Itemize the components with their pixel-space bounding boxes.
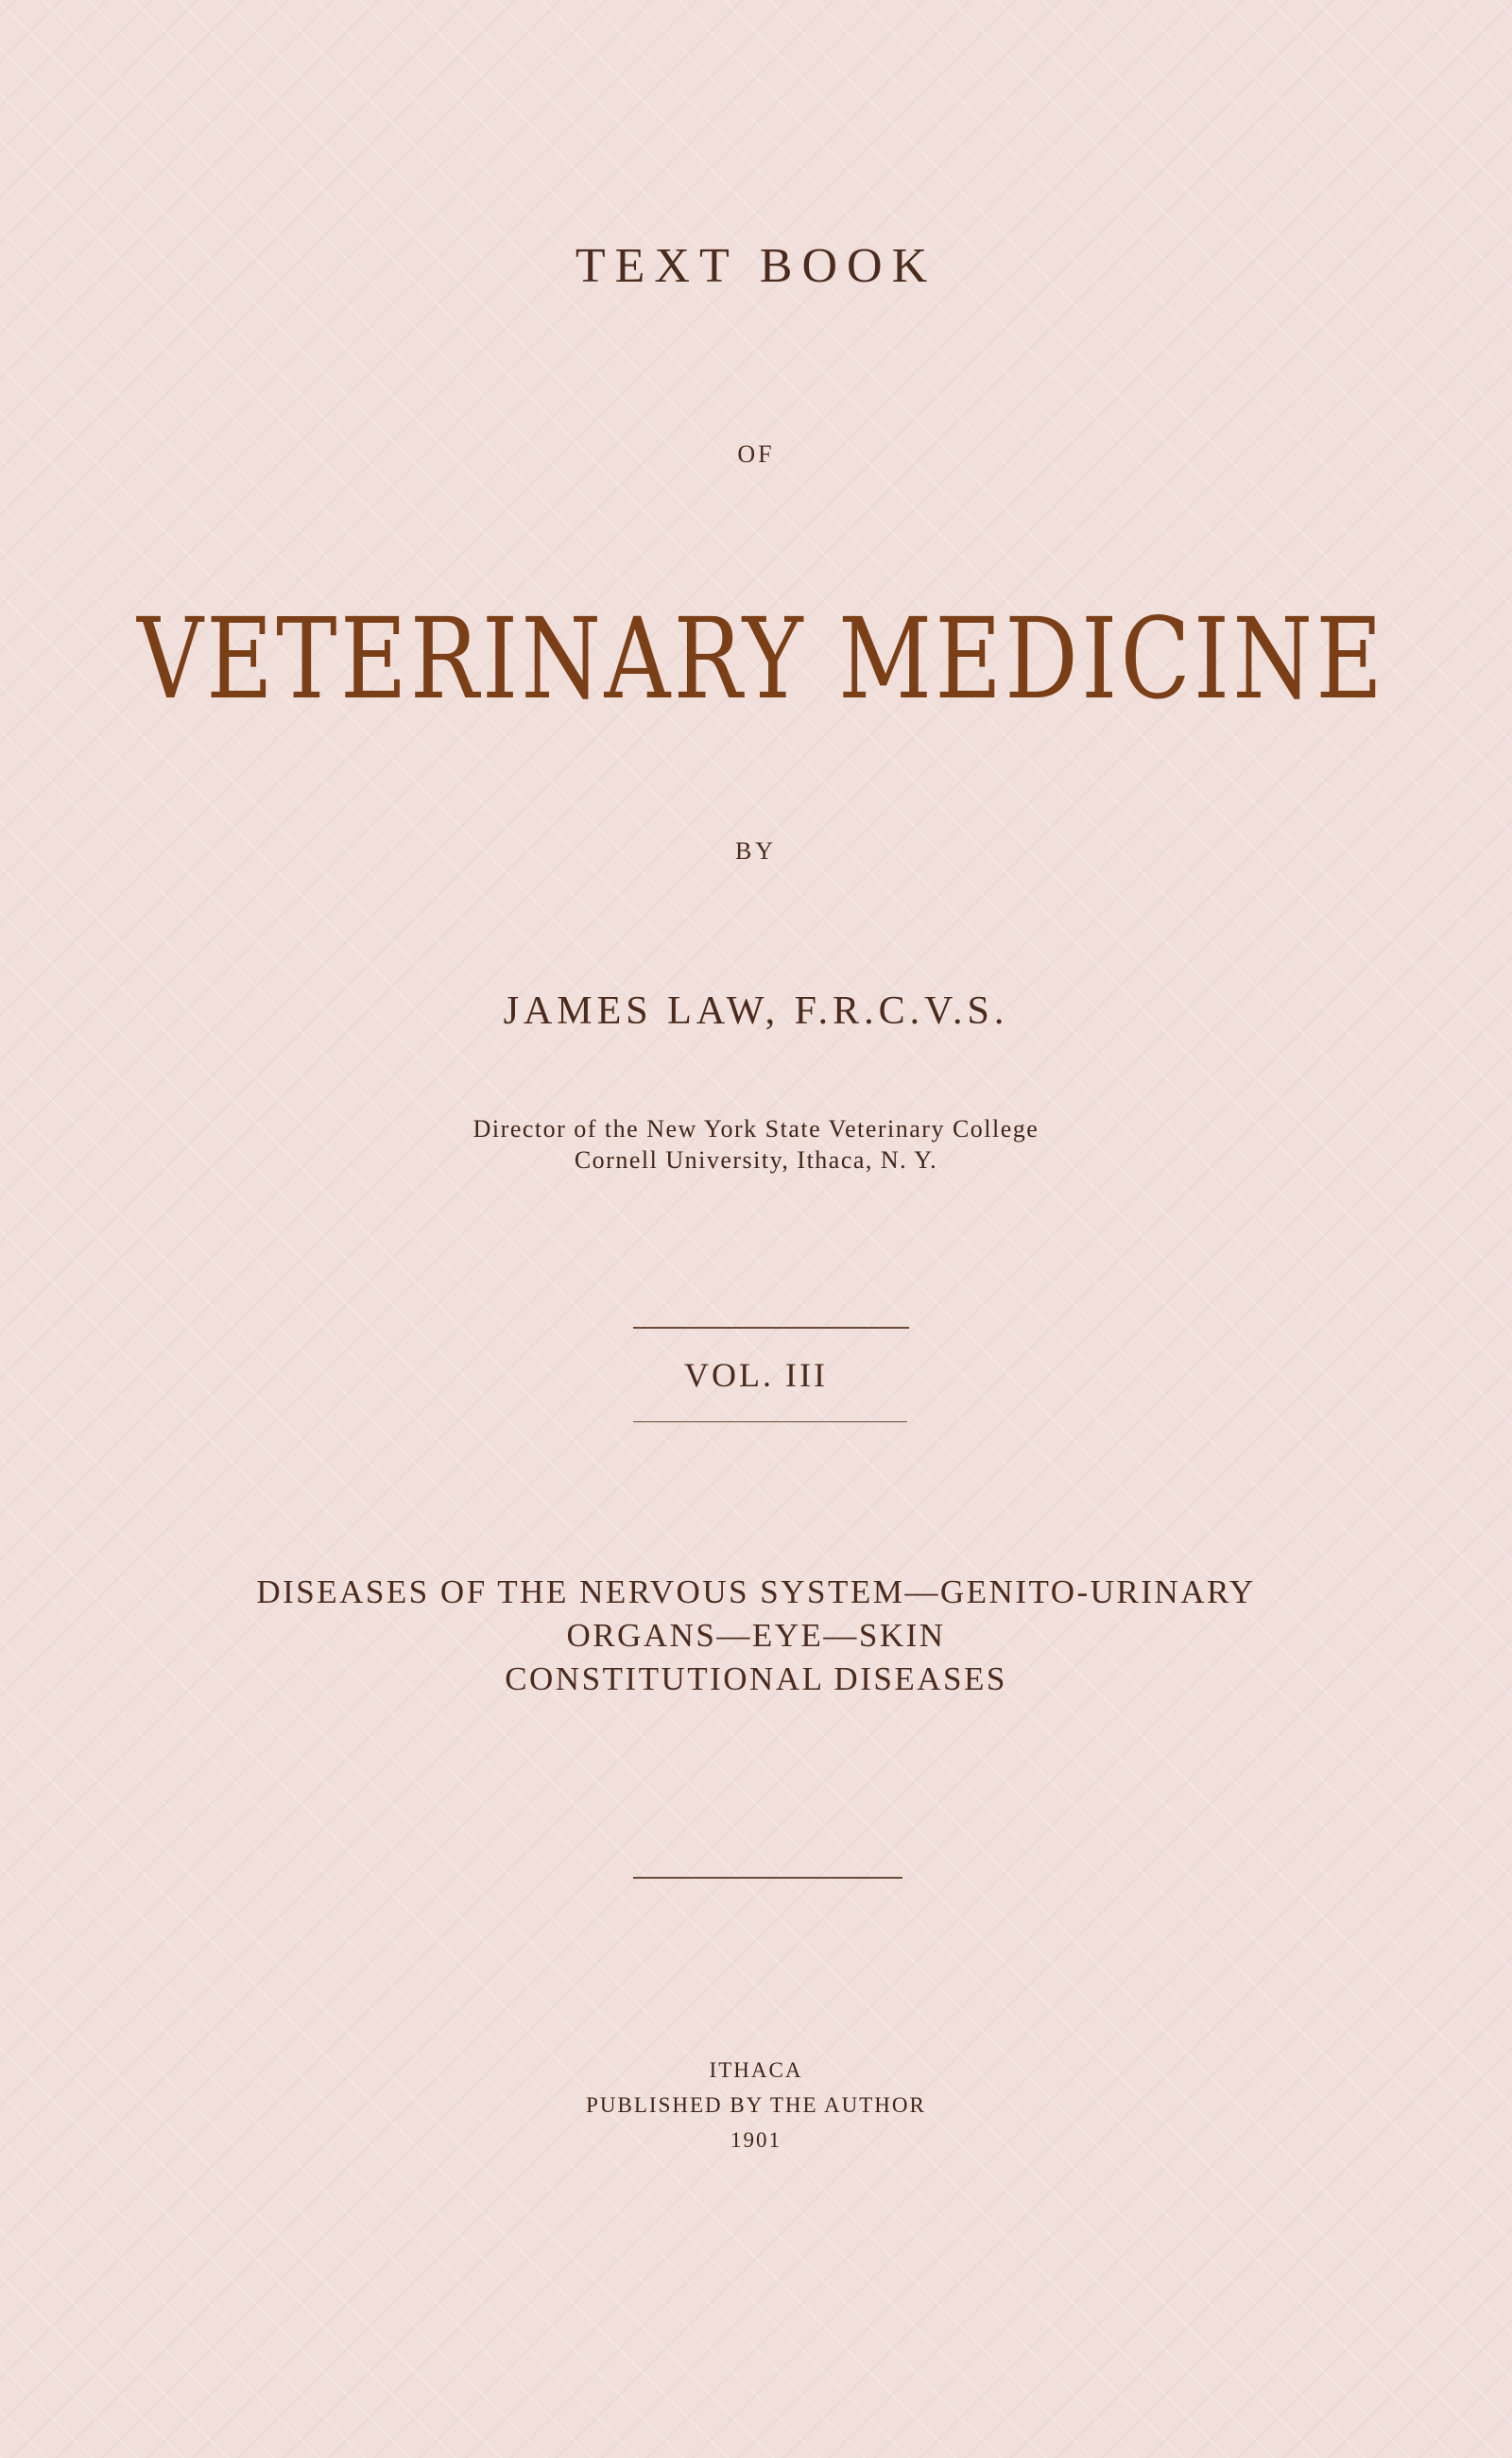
- affiliation-line-2: Cornell University, Ithaca, N. Y.: [574, 1146, 938, 1174]
- imprint-place: ITHACA: [709, 2058, 803, 2082]
- divider-rule-top: [633, 1327, 909, 1329]
- subject-line-2: ORGANS—EYE—SKIN: [566, 1617, 946, 1654]
- affiliation-line-1: Director of the New York State Veterinary College: [472, 1115, 1040, 1143]
- imprint-year: 1901: [730, 2128, 782, 2152]
- subject-line-3: CONSTITUTIONAL DISEASES: [505, 1660, 1007, 1697]
- divider-rule-middle: [633, 1421, 907, 1422]
- divider-rule-bottom: [633, 1877, 902, 1879]
- volume-subject: [0, 1571, 1512, 1701]
- main-title: VETERINARY MEDICINE: [137, 593, 1386, 724]
- volume-label: VOL. III: [684, 1356, 828, 1394]
- of-label: OF: [737, 440, 775, 468]
- subject-line-1: DISEASES OF THE NERVOUS SYSTEM—GENITO-URINARY: [256, 1573, 1256, 1610]
- imprint-publisher: PUBLISHED BY THE AUTHOR: [586, 2093, 926, 2117]
- by-label: BY: [734, 837, 778, 865]
- imprint: [0, 2053, 1512, 2157]
- author-affiliation: [0, 1113, 1512, 1176]
- author-name: JAMES LAW, F.R.C.V.S.: [503, 989, 1009, 1033]
- book-heading: TEXT BOOK: [575, 239, 937, 293]
